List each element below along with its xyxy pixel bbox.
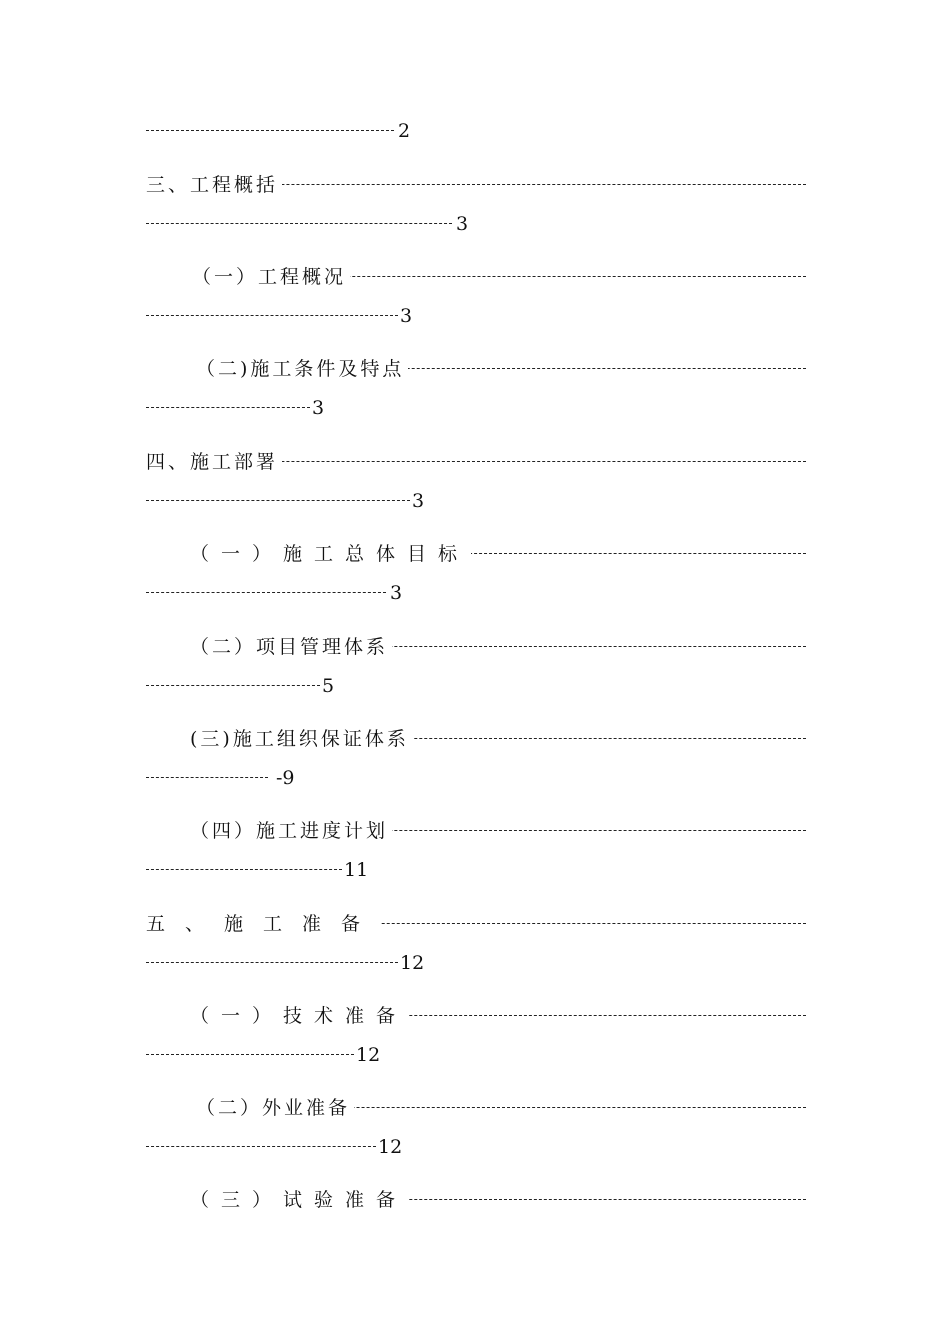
toc-page-number: 3 <box>400 305 413 327</box>
toc-entry-title: 三、工程概括 <box>146 170 282 200</box>
toc-entry-section-3-cont <box>0 209 950 239</box>
toc-entry-4-1 <box>0 539 950 569</box>
toc-leader <box>146 962 398 963</box>
toc-entry-4-4 <box>0 816 950 846</box>
toc-leader <box>146 777 268 778</box>
toc-entry-title: （四）施工进度计划 <box>190 816 392 846</box>
toc-entry-title: 四、施工部署 <box>146 447 282 477</box>
toc-entry-title: 五、施工准备 <box>146 909 380 939</box>
toc-page-number: 12 <box>378 1136 403 1158</box>
toc-entry-4-3-cont <box>0 763 950 793</box>
toc-entry-title: （一）技术准备 <box>190 1001 409 1031</box>
toc-leader <box>146 1146 376 1147</box>
toc-entry-continuation <box>0 116 950 146</box>
toc-leader <box>146 315 398 316</box>
toc-page-number: 3 <box>456 213 469 235</box>
toc-entry-4-3 <box>0 724 950 754</box>
toc-entry-section-5-cont <box>0 948 950 978</box>
toc-entry-title: （三）试验准备 <box>190 1185 409 1215</box>
toc-entry-3-1-cont <box>0 301 950 331</box>
toc-entry-4-2-cont <box>0 671 950 701</box>
toc-entry-section-5 <box>0 909 950 939</box>
toc-entry-title: （二）项目管理体系 <box>190 632 392 662</box>
toc-page-number: -9 <box>276 767 295 789</box>
toc-page-number: 11 <box>344 859 369 881</box>
toc-page-number: 5 <box>322 675 335 697</box>
toc-entry-title: （一）工程概况 <box>192 262 350 292</box>
toc-entry-5-3 <box>0 1185 950 1215</box>
toc-entry-5-2-cont <box>0 1132 950 1162</box>
toc-entry-4-1-cont <box>0 578 950 608</box>
toc-page-number: 12 <box>356 1044 381 1066</box>
toc-leader <box>146 130 394 131</box>
toc-leader <box>146 1054 354 1055</box>
toc-page-number: 3 <box>390 582 403 604</box>
toc-entry-4-4-cont <box>0 855 950 885</box>
toc-leader <box>146 869 342 870</box>
toc-entry-3-2 <box>0 354 950 384</box>
toc-entry-title: （二)施工条件及特点 <box>196 354 408 384</box>
toc-entry-4-2 <box>0 632 950 662</box>
toc-leader <box>146 592 386 593</box>
toc-entry-section-3 <box>0 170 950 200</box>
toc-leader <box>146 500 410 501</box>
toc-entry-title: (三)施工组织保证体系 <box>190 724 413 754</box>
toc-entry-5-1-cont <box>0 1040 950 1070</box>
toc-entry-3-1 <box>0 262 950 292</box>
toc-entry-section-4 <box>0 447 950 477</box>
toc-page-number: 3 <box>312 397 325 419</box>
toc-entry-section-4-cont <box>0 486 950 516</box>
toc-leader <box>146 223 452 224</box>
toc-page-number: 3 <box>412 490 425 512</box>
toc-entry-title: （二）外业准备 <box>196 1093 354 1123</box>
toc-entry-5-2 <box>0 1093 950 1123</box>
toc-leader <box>146 685 320 686</box>
toc-page-number: 12 <box>400 952 425 974</box>
toc-entry-title: （一）施工总体目标 <box>190 539 471 569</box>
toc-page-number: 2 <box>398 120 411 142</box>
toc-entry-5-1 <box>0 1001 950 1031</box>
toc-leader <box>146 407 310 408</box>
toc-entry-3-2-cont <box>0 393 950 423</box>
